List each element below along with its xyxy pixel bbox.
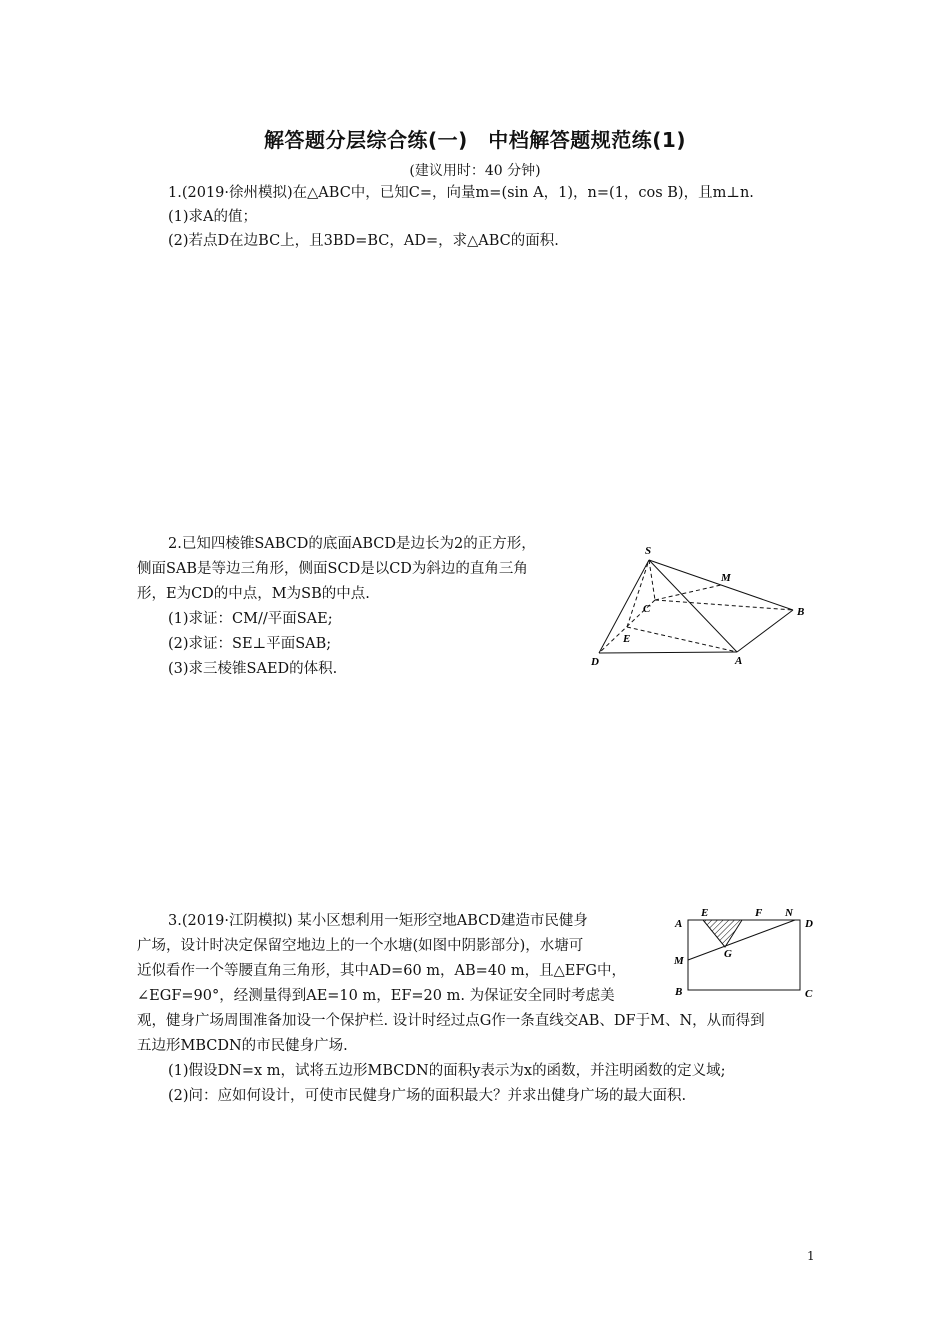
question-2-line: 形，E为CD的中点，M为SB的中点. — [137, 586, 370, 602]
edge-ab — [737, 610, 793, 652]
question-3-line: 近似看作一个等腰直角三角形，其中AD=60 m，AB=40 m，且△EFG中， — [137, 963, 627, 979]
question-3-line: ∠EGF=90°，经测量得到AE=10 m，EF=20 m. 为保证安全同时考虑美 — [137, 988, 615, 1004]
pyramid-figure — [585, 540, 815, 675]
figure-label: B — [675, 986, 683, 998]
rectangle-figure — [670, 905, 830, 1000]
figure-label: S — [645, 545, 652, 557]
segment-mn — [688, 920, 795, 960]
figure-label: M — [721, 572, 731, 584]
question-1-line: 1.(2019·徐州模拟)在△ABC中，已知C=，向量m=(sin A，1)，n=(1，cos B)，且m⊥n. — [168, 185, 754, 201]
page-number: 1 — [807, 1249, 815, 1263]
question-3-line: (1)假设DN=x m，试将五边形MBCDN的面积y表示为x的函数，并注明函数的定义域; — [168, 1063, 726, 1079]
segment-cm-hidden — [655, 585, 721, 600]
question-3-line: (2)问：应如何设计，可使市民健身广场的面积最大？并求出健身广场的最大面积. — [168, 1088, 687, 1104]
figure-label: M — [674, 955, 684, 967]
question-1-line: (1)求A的值； — [168, 209, 258, 225]
question-2-line: (2)求证：SE⊥平面SAB; — [168, 636, 332, 652]
question-2-line: (1)求证：CM//平面SAE; — [168, 611, 333, 627]
question-3-line: 广场，设计时决定保留空地边上的一个水塘(如图中阴影部分)，水塘可 — [137, 938, 584, 954]
figure-label: C — [643, 603, 651, 615]
rectangle-abcd — [688, 920, 800, 990]
question-3-line: 观，健身广场周围准备加设一个保护栏. 设计时经过点G作一条直线交AB、DF于M、N，从而得到 — [137, 1013, 765, 1029]
segment-ea-hidden — [627, 627, 737, 652]
figure-label: B — [797, 606, 805, 618]
question-1-line: (2)若点D在边BC上，且3BD=BC，AD=，求△ABC的面积. — [168, 233, 559, 249]
question-2-line: 侧面SAB是等边三角形，侧面SCD是以CD为斜边的直角三角 — [137, 561, 528, 577]
segment-se-hidden — [627, 560, 649, 627]
question-3-line: 3.(2019·江阴模拟) 某小区想利用一矩形空地ABCD建造市民健身 — [168, 913, 588, 929]
figure-label: N — [785, 907, 793, 919]
figure-label: F — [755, 907, 763, 919]
figure-label: G — [724, 948, 732, 960]
suggested-time: (建议用时：40 分钟) — [409, 163, 541, 179]
pond-triangle-efg — [703, 920, 742, 947]
figure-label: A — [735, 655, 743, 667]
edge-sb — [649, 560, 793, 610]
figure-label: C — [805, 988, 813, 1000]
edge-da — [599, 652, 737, 653]
figure-label: E — [701, 907, 709, 919]
edge-cb-hidden — [655, 600, 793, 610]
question-2-line: (3)求三棱锥SAED的体积. — [168, 661, 338, 677]
figure-label: E — [623, 633, 631, 645]
question-3-line: 五边形MBCDN的市民健身广场. — [137, 1038, 348, 1054]
figure-label: D — [591, 656, 599, 668]
question-2-line: 2.已知四棱锥SABCD的底面ABCD是边长为2的正方形， — [168, 536, 536, 552]
figure-label: A — [675, 918, 683, 930]
page-title: 解答题分层综合练(一) 中档解答题规范练(1) — [264, 128, 686, 152]
figure-label: D — [805, 918, 813, 930]
